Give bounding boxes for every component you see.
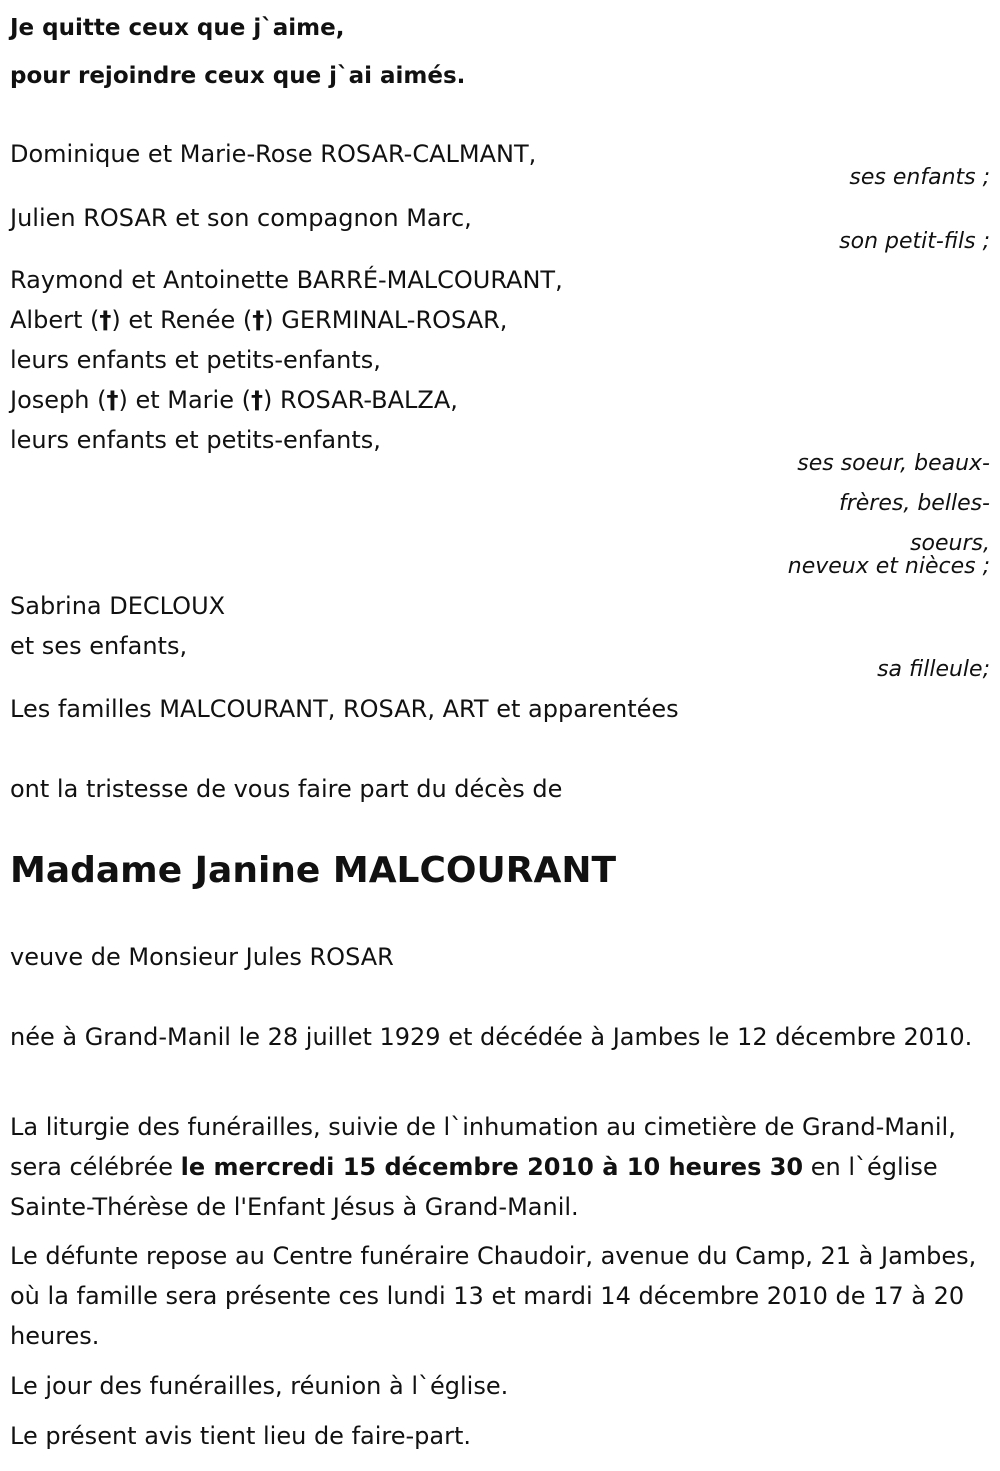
- cross-icon: †: [252, 306, 265, 334]
- birth-death-details: née à Grand-Manil le 28 juillet 1929 et décédée à Jambes le 12 décembre 2010.: [10, 1023, 973, 1051]
- sibling-line-4: Joseph (†) et Marie (†) ROSAR-BALZA,: [10, 386, 458, 414]
- cross-icon: †: [106, 386, 119, 414]
- children-names: Dominique et Marie-Rose ROSAR-CALMANT,: [10, 140, 537, 168]
- sibling-line-3: leurs enfants et petits-enfants,: [10, 346, 381, 374]
- siblings-relation-3: soeurs,: [910, 531, 990, 556]
- meeting-details: Le jour des funérailles, réunion à l`église.: [10, 1372, 509, 1400]
- cross-icon: †: [99, 306, 112, 334]
- widow-of: veuve de Monsieur Jules ROSAR: [10, 943, 394, 971]
- quote-line-1: Je quitte ceux que j`aime,: [10, 15, 345, 41]
- grandson-relation: son petit-fils ;: [839, 229, 990, 254]
- announcement-text: ont la tristesse de vous faire part du décès de: [10, 775, 563, 803]
- siblings-relation-4: neveux et nièces ;: [787, 554, 990, 579]
- goddaughter-line-1: Sabrina DECLOUX: [10, 592, 226, 620]
- goddaughter-line-2: et ses enfants,: [10, 632, 188, 660]
- liturgy-details: La liturgie des funérailles, suivie de l`inhumation au cimetière de Grand-Manil, sera célébrée le mercredi 15 décembre 2010 à 10 heures 30 en l`église Sainte-Thérèse de l'Enfant Jésus à Grand-Manil.: [10, 1113, 956, 1221]
- sibling-line-5: leurs enfants et petits-enfants,: [10, 426, 381, 454]
- funeral-date-time: le mercredi 15 décembre 2010 à 10 heures 30: [180, 1153, 804, 1181]
- siblings-relation-2: frères, belles-: [838, 491, 990, 516]
- goddaughter-relation: sa filleule;: [877, 657, 990, 682]
- other-families: Les familles MALCOURANT, ROSAR, ART et apparentées: [10, 695, 679, 723]
- grandson-names: Julien ROSAR et son compagnon Marc,: [10, 204, 472, 232]
- visitation-details: Le défunte repose au Centre funéraire Chaudoir, avenue du Camp, 21 à Jambes, où la famille sera présente ces lundi 13 et mardi 14 décembre 2010 de 17 à 20 heures.: [10, 1242, 977, 1350]
- quote-line-2: pour rejoindre ceux que j`ai aimés.: [10, 63, 466, 89]
- siblings-relation-1: ses soeur, beaux-: [797, 451, 990, 476]
- cross-icon: †: [250, 386, 263, 414]
- children-relation: ses enfants ;: [849, 165, 990, 190]
- deceased-name: Madame Janine MALCOURANT: [10, 850, 617, 891]
- notice-statement: Le présent avis tient lieu de faire-part.: [10, 1422, 472, 1450]
- sibling-line-2: Albert (†) et Renée (†) GERMINAL-ROSAR,: [10, 306, 508, 334]
- sibling-line-1: Raymond et Antoinette BARRÉ-MALCOURANT,: [10, 266, 563, 294]
